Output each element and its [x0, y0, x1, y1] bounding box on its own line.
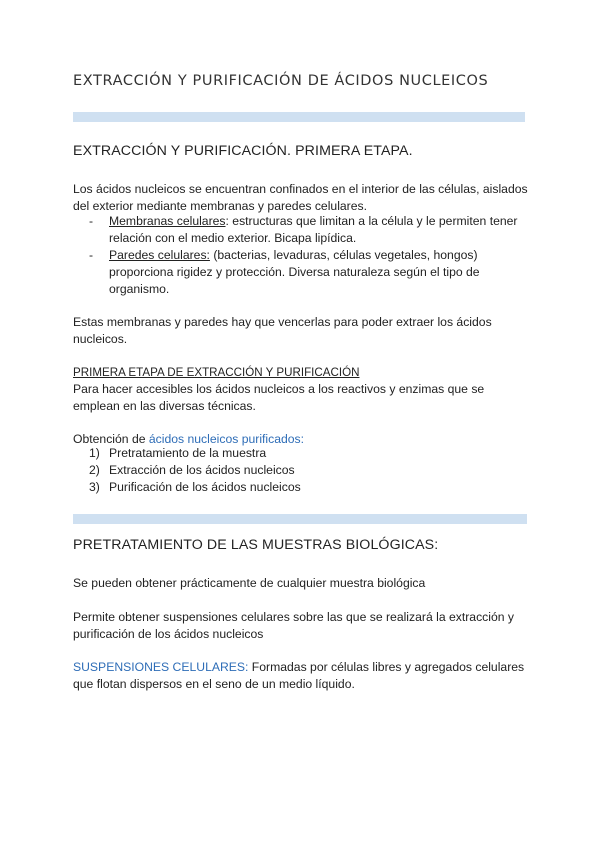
document-title: EXTRACCIÓN Y PURIFICACIÓN DE ÁCIDOS NUCLEICOS — [73, 73, 489, 89]
term-membranas: Membranas celulares — [109, 214, 226, 228]
membrane-list — [89, 213, 519, 298]
list-item — [89, 213, 519, 247]
step-text: Purificación de los ácidos nucleicos — [109, 480, 301, 494]
step-number: 2) — [89, 463, 100, 477]
term-description: (bacterias, levaduras, células vegetales, hongos) proporciona rigidez y protección. Diversa naturaleza según el tipo de organismo. — [109, 248, 480, 296]
step-text: Extracción de los ácidos nucleicos — [109, 463, 295, 477]
suspensions-text: Formadas por células libres y agregados celulares que flotan dispersos en el seno de un medio líquido. — [73, 660, 525, 691]
section-divider-bar — [73, 514, 527, 524]
step-text: Pretratamiento de la muestra — [109, 446, 267, 460]
list-item — [89, 462, 301, 479]
section-heading-extraction: EXTRACCIÓN Y PURIFICACIÓN. PRIMERA ETAPA. — [73, 143, 413, 159]
step-number: 3) — [89, 480, 100, 494]
section-heading-pretreatment: PRETRATAMIENTO DE LAS MUESTRAS BIOLÓGICAS: — [73, 537, 439, 553]
purified-acids-term: ácidos nucleicos purificados — [148, 432, 301, 446]
subheading-first-stage: PRIMERA ETAPA DE EXTRACCIÓN Y PURIFICACIÓN — [73, 366, 360, 379]
suspensions-term: SUSPENSIONES CELULARES: — [73, 660, 249, 674]
suspensions-paragraph — [73, 659, 543, 693]
obtention-prefix: Obtención de — [73, 432, 149, 446]
obtention-colon: : — [300, 432, 305, 446]
step-number: 1) — [89, 446, 100, 460]
list-item — [89, 247, 519, 298]
pretreatment-paragraph-1: Se pueden obtener prácticamente de cualquier muestra biológica — [73, 576, 426, 590]
term-paredes: Paredes celulares: — [109, 248, 210, 262]
intro-paragraph: Los ácidos nucleicos se encuentran confinados en el interior de las células, aislados del exterior mediante membranas y paredes celulares. — [73, 182, 528, 213]
section-divider-bar — [73, 112, 525, 122]
dash-marker: - — [89, 248, 94, 262]
closing-paragraph: Estas membranas y paredes hay que vencerlas para poder extraer los ácidos nucleicos. — [73, 315, 492, 346]
first-stage-block — [73, 364, 533, 415]
pretreatment-paragraph-2: Permite obtener suspensiones celulares sobre las que se realizará la extracción y purificación de los ácidos nucleicos — [73, 610, 515, 641]
list-item — [89, 445, 301, 462]
steps-list — [89, 445, 301, 496]
dash-marker: - — [89, 214, 94, 228]
list-item — [89, 479, 301, 496]
term-description: : estructuras que limitan a la célula y le permiten tener relación con el medio exterior. Bicapa lipídica. — [109, 214, 518, 245]
first-stage-text: Para hacer accesibles los ácidos nucleicos a los reactivos y enzimas que se emplean en las diversas técnicas. — [73, 382, 485, 413]
